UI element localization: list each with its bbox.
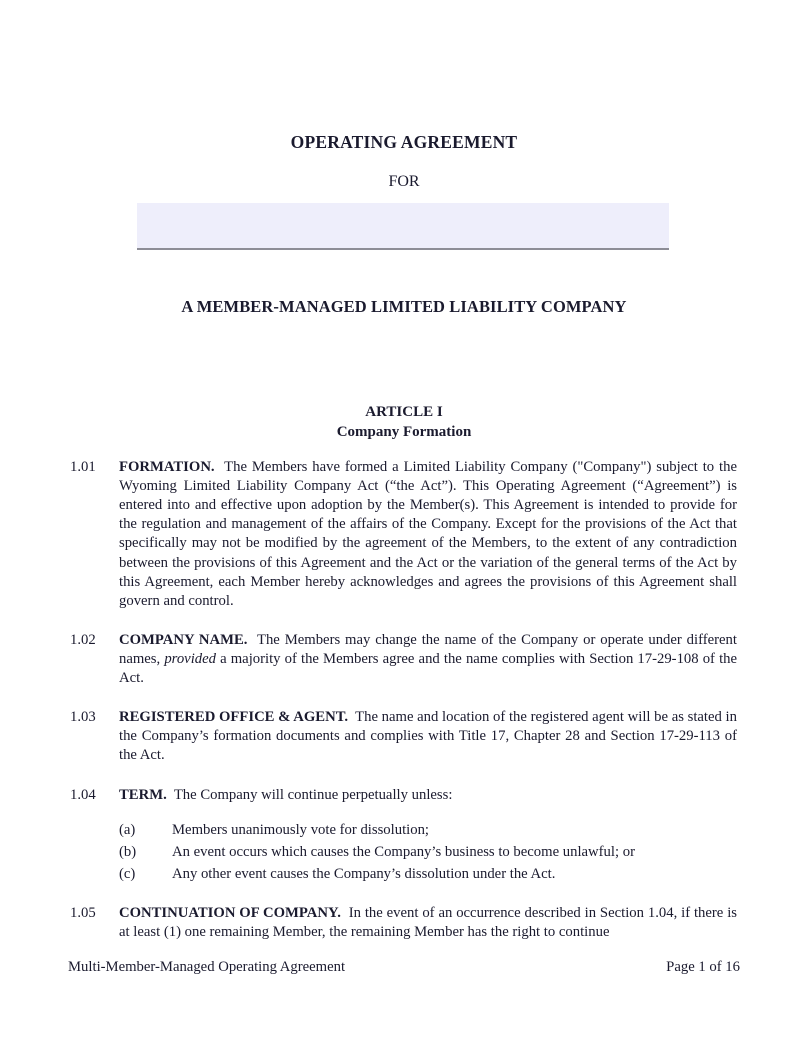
article-heading-block (0, 403, 808, 443)
term-conditions-list (70, 819, 737, 886)
section-1-02 (70, 631, 737, 688)
section-text-1-05 (119, 904, 737, 942)
section-1-03 (70, 708, 737, 765)
list-item-marker-c: (c) (119, 866, 136, 883)
company-name-input[interactable] (137, 203, 669, 250)
section-body-1-02-b: a majority of the Members agree and the name complies with Section 17-29-108 of the Act. (119, 650, 738, 687)
document-title: OPERATING AGREEMENT (290, 132, 518, 152)
footer-page-number: Page 1 of 16 (666, 959, 740, 975)
document-body (70, 458, 737, 956)
section-body-1-01: The Members have formed a Limited Liability Company ("Company") subject to the Wyoming Limited Liability Company Act (“the Act”). This Operating Agreement (“Agreement”) is entered into and effective upon adoption by the Member(s). This Agreement is intended to provide for the regulation and management of the affairs of the Company. Except for the provisions of the Act that specifically may not be modified by the agreement of the Members, to the extent of any contradiction between the provisions of this Agreement and the Act or the variation of the general terms of the Act by this Agreement, each Member hereby acknowledges and agrees the provisions of this Agreement shall govern and control. (119, 459, 737, 609)
section-body-1-04: The Company will continue perpetually unless: (173, 786, 453, 803)
section-1-01 (70, 458, 737, 611)
section-number-1-01: 1.01 (70, 459, 96, 475)
section-1-04 (70, 786, 737, 805)
page-footer (68, 958, 740, 977)
company-name-field-row (137, 203, 669, 250)
section-heading-1-02: COMPANY NAME. (119, 631, 248, 648)
list-item-marker-a: (a) (119, 821, 136, 838)
section-text-1-02 (119, 631, 737, 688)
section-1-05 (70, 904, 737, 942)
section-body-1-05: In the event of an occurrence described in Section 1.04, if there is at least (1) one remaining Member, the remaining Member has the right to continue (119, 904, 737, 940)
document-for-label: FOR (388, 172, 420, 190)
list-item (70, 841, 737, 863)
list-item-marker-b: (b) (119, 843, 137, 860)
section-text-1-01 (119, 458, 737, 611)
section-number-1-02: 1.02 (70, 631, 96, 648)
section-heading-1-03: REGISTERED OFFICE & AGENT. (119, 709, 349, 726)
article-name: Company Formation (336, 423, 472, 440)
section-heading-1-01: FORMATION. (119, 459, 215, 475)
list-item-text-b: An event occurs which causes the Company’s business to become unlawful; or (172, 843, 635, 860)
article-number: ARTICLE I (365, 404, 443, 420)
list-item (70, 863, 737, 885)
section-body-1-03: The name and location of the registered agent will be as stated in the Company’s formation documents and complies with Title 17, Chapter 28 and Section 17-29-113 of the Act. (119, 709, 737, 764)
list-item-text-c: Any other event causes the Company’s dissolution under the Act. (172, 866, 556, 883)
list-item (70, 819, 737, 841)
section-number-1-03: 1.03 (70, 709, 96, 726)
section-heading-1-04: TERM. (119, 786, 167, 803)
section-text-1-03 (119, 708, 737, 765)
section-number-1-04: 1.04 (70, 786, 96, 803)
section-body-1-02-italic: provided (164, 650, 216, 667)
section-text-1-04 (119, 786, 737, 805)
title-block (0, 132, 808, 192)
footer-left-label: Multi-Member-Managed Operating Agreement (68, 959, 346, 975)
section-heading-1-05: CONTINUATION OF COMPANY. (119, 904, 341, 921)
document-subtitle: A MEMBER-MANAGED LIMITED LIABILITY COMPANY (181, 297, 627, 316)
section-number-1-05: 1.05 (70, 904, 96, 921)
list-item-text-a: Members unanimously vote for dissolution; (172, 821, 430, 838)
section-body-1-02-a: The Members may change the name of the Company or operate under different names, (119, 631, 737, 667)
